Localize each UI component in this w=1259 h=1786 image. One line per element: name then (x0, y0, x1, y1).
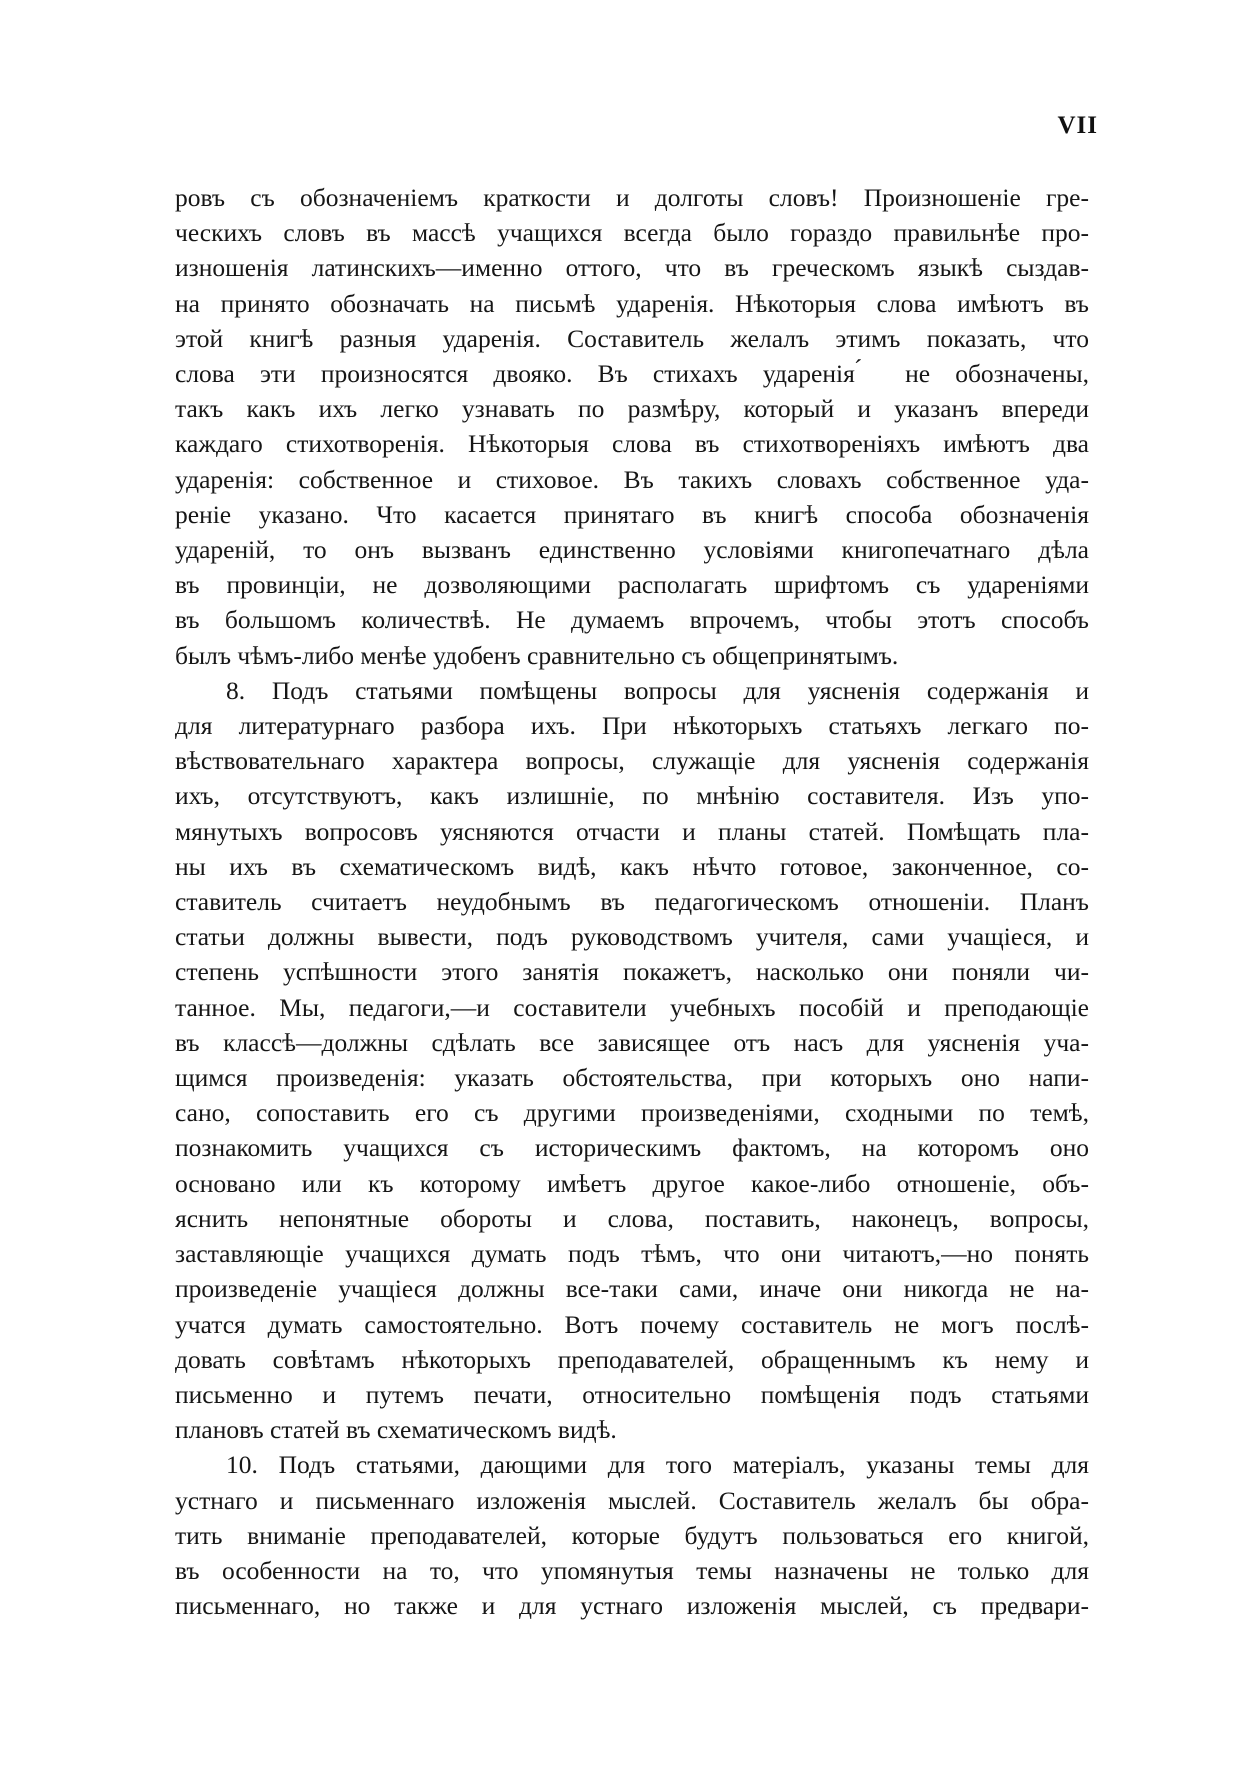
text-line: познакомить учащихся съ историческимъ фактомъ, на которомъ оно (175, 1133, 1089, 1163)
paragraph-10 (175, 1447, 1089, 1623)
text-line: въ провинціи, не дозволяющими располагать шрифтомъ съ удареніями (175, 570, 1089, 600)
text-line: степень успѣшности этого занятія покажетъ, насколько они поняли чи- (175, 957, 1089, 987)
text-line: вѣствовательнаго характера вопросы, служащіе для уясненія содержанія (175, 746, 1089, 776)
text-line: произведеніе учащіеся должны все-таки сами, иначе они никогда не на- (175, 1274, 1089, 1304)
text-line: письменнаго, но также и для устнаго изложенія мыслей, съ предвари- (175, 1591, 1089, 1621)
paragraph-1 (175, 180, 1089, 673)
text-line: письменно и путемъ печати, относительно помѣщенія подъ статьями (175, 1379, 1089, 1409)
text-line: ческихъ словъ въ массѣ учащихся всегда было гораздо правильнѣе про- (175, 218, 1089, 248)
text-line: ихъ, отсутствуютъ, какъ излишніе, по мнѣнію составителя. Изъ упо- (175, 781, 1089, 811)
text-line-content: 10. Подъ статьями, дающими для того матеріалъ, указаны темы для (226, 1450, 1089, 1480)
text-line: на принято обозначать на письмѣ ударенія. Нѣкоторыя слова имѣютъ въ (175, 288, 1089, 318)
paragraph-8 (175, 673, 1089, 1447)
text-line: реніе указано. Что касается принятаго въ книгѣ способа обозначенія (175, 499, 1089, 529)
text-line: ставитель считаетъ неудобнымъ въ педагогическомъ отношеніи. Планъ (175, 887, 1089, 917)
text-line: каждаго стихотворенія. Нѣкоторыя слова въ стихотвореніяхъ имѣютъ два (175, 429, 1089, 459)
text-line: сано, сопоставить его съ другими произведеніями, сходными по темѣ, (175, 1098, 1089, 1128)
text-line-content: 8. Подъ статьями помѣщены вопросы для уясненія содержанія и (226, 675, 1089, 705)
text-line: удареній, то онъ вызванъ единственно условіями книгопечатнаго дѣла (175, 535, 1089, 565)
text-line: основано или къ которому имѣетъ другое какое-либо отношеніе, объ- (175, 1168, 1089, 1198)
text-line: для литературнаго разбора ихъ. При нѣкоторыхъ статьяхъ легкаго по- (175, 711, 1089, 741)
body-text (175, 180, 1089, 1623)
text-line: заставляющіе учащихся думать подъ тѣмъ, что они читаютъ,—но понять (175, 1239, 1089, 1269)
text-line: въ классѣ—должны сдѣлать все зависящее отъ насъ для уясненія уча- (175, 1027, 1089, 1057)
text-line: учатся думать самостоятельно. Вотъ почему составитель не могъ послѣ- (175, 1309, 1089, 1339)
text-line: ударенія: собственное и стиховое. Въ такихъ словахъ собственное уда- (175, 464, 1089, 494)
text-line: слова эти произносятся двояко. Въ стихахъ ударенія ́ не обозначены, (175, 359, 1089, 389)
text-line: яснить непонятные обороты и слова, поставить, наконецъ, вопросы, (175, 1203, 1089, 1233)
text-line: былъ чѣмъ-либо менѣе удобенъ сравнительно съ общепринятымъ. (175, 640, 899, 670)
text-line: плановъ статей въ схематическомъ видѣ. (175, 1415, 617, 1445)
text-line: устнаго и письменнаго изложенія мыслей. Составитель желалъ бы обра- (175, 1485, 1089, 1515)
text-line: довать совѣтамъ нѣкоторыхъ преподавателей, обращеннымъ къ нему и (175, 1344, 1089, 1374)
text-line: такъ какъ ихъ легко узнавать по размѣру, который и указанъ впереди (175, 394, 1089, 424)
text-line: въ большомъ количествѣ. Не думаемъ впрочемъ, чтобы этотъ способъ (175, 605, 1089, 635)
text-line: мянутыхъ вопросовъ уясняются отчасти и планы статей. Помѣщать пла- (175, 816, 1089, 846)
text-line: танное. Мы, педагоги,—и составители учебныхъ пособій и преподающіе (175, 992, 1089, 1022)
text-line (175, 1447, 1089, 1482)
text-line: ровъ съ обозначеніемъ краткости и долготы словъ! Произношеніе гре- (175, 183, 1089, 212)
text-line: щимся произведенія: указать обстоятельства, при которыхъ оно напи- (175, 1063, 1089, 1093)
text-line: ны ихъ въ схематическомъ видѣ, какъ нѣчто готовое, законченное, со- (175, 851, 1089, 881)
text-line: тить вниманіе преподавателей, которые будутъ пользоваться его книгой, (175, 1520, 1089, 1550)
text-line: статьи должны вывести, подъ руководствомъ учителя, сами учащіеся, и (175, 922, 1089, 952)
text-line: изношенія латинскихъ—именно оттого, что въ греческомъ языкѣ сыздав- (175, 253, 1089, 283)
text-line: этой книгѣ разныя ударенія. Составитель желалъ этимъ показать, что (175, 323, 1089, 353)
text-line: въ особенности на то, что упомянутыя темы назначены не только для (175, 1555, 1089, 1585)
text-line (175, 673, 1089, 708)
page-number: VII (1057, 112, 1098, 139)
